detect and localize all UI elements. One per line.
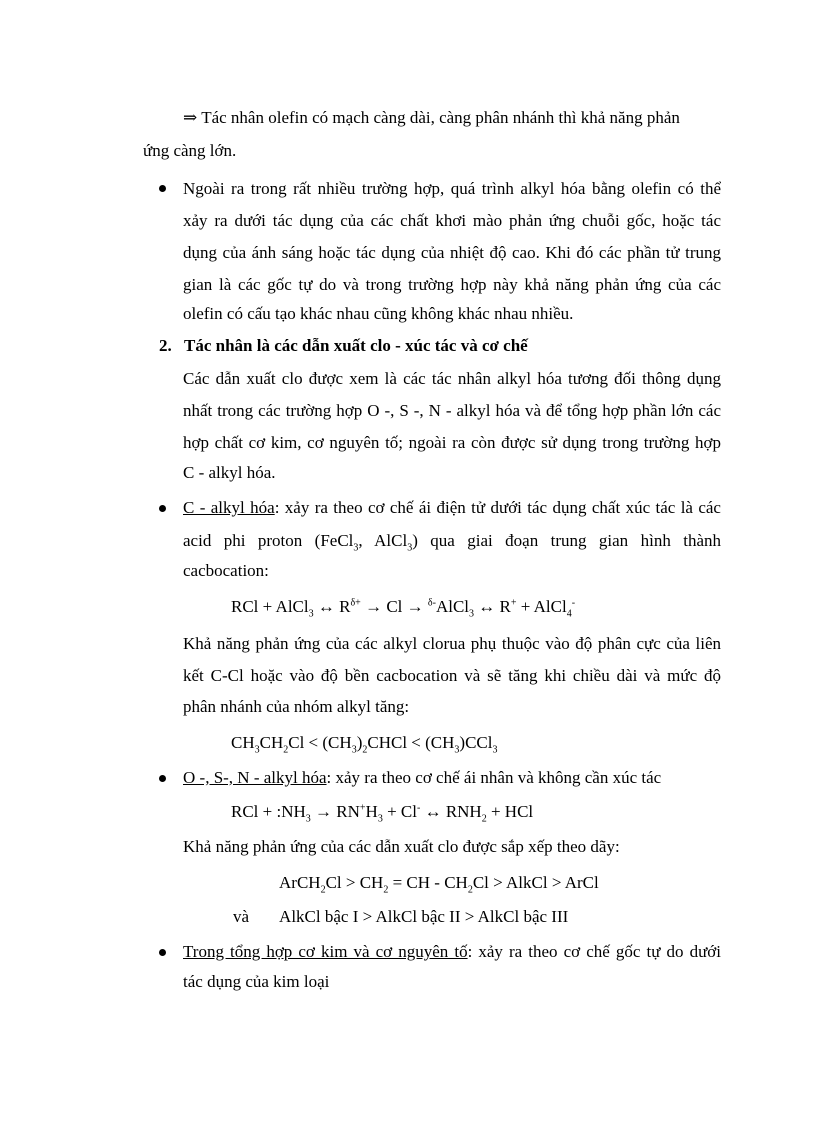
term-o-s-n-alkyl: O -, S-, N - alkyl hóa <box>183 768 327 787</box>
paragraph-line: nhất trong các trường hợp O -, S -, N - alkyl hóa và để tổng hợp phần lớn các <box>183 401 721 420</box>
section-heading <box>159 336 528 356</box>
equation-c-alkyl: RCl + AlCl$_3$ ↔ $R^{\delta+} \to Cl$ → $^{\delta-}$AlCl$_3$ ↔ R+ + AlCl$_4$- <box>231 597 576 620</box>
paragraph-line: C - alkyl hóa. <box>183 463 276 482</box>
bullet-icon <box>159 185 166 192</box>
bullet-icon <box>159 505 166 512</box>
term-organometallic: Trong tổng hợp cơ kim và cơ nguyên tố <box>183 942 468 961</box>
section-number: 2. <box>159 336 172 355</box>
equation-chloride-order: ArCH$_2$Cl > $CH_2$ = CH - $CH_2Cl$ > AlkCl > ArCl <box>279 873 599 896</box>
equation-nucleophilic: RCl + $:NH_3 \to RN^+H_3 + Cl^-$ ↔ $RNH_2$ + HCl <box>231 802 534 825</box>
paragraph-line: Khả năng phản ứng của các alkyl clorua phụ thuộc vào độ phân cực của liên <box>183 634 721 653</box>
section-title: Tác nhân là các dẫn xuất clo - xúc tác và cơ chế <box>184 336 528 355</box>
equation-alkyl-order: $CH_3CH_2Cl$ < $(CH_3)_2CHCl < (CH_3)CCl_3$ <box>231 733 498 756</box>
paragraph-line: ứng càng lớn. <box>143 141 237 160</box>
paragraph-line: Khả năng phản ứng của các dẫn xuất clo được sắp xếp theo dãy: <box>183 837 620 856</box>
list-item-line: gian là các gốc tự do và trong trường hợp này khả năng phản ứng của các <box>183 275 721 294</box>
implies-arrow: ⇒ <box>183 108 198 127</box>
list-item-line: Trong tổng hợp cơ kim và cơ nguyên tố: xảy ra theo cơ chế gốc tự do dưới <box>183 942 722 961</box>
term-c-alkyl: C - alkyl hóa <box>183 498 275 517</box>
list-item-line: olefin có cấu tạo khác nhau cũng không khác nhau nhiều. <box>183 304 574 323</box>
equation-alkcl-order: và AlkCl bậc I > AlkCl bậc II > AlkCl bậc III <box>233 907 569 926</box>
paragraph-line: phân nhánh của nhóm alkyl tăng: <box>183 697 410 716</box>
paragraph-line: hợp chất cơ kim, cơ nguyên tố; ngoài ra còn được sử dụng trong trường hợp <box>183 433 721 452</box>
bullet-icon <box>159 949 166 956</box>
list-item-line: xảy ra dưới tác dụng của các chất khơi mào phản ứng chuỗi gốc, hoặc tác <box>183 211 721 230</box>
list-item-line: acid phi proton (FeCl$_3$, AlCl$_3$) qua giai đoạn trung gian hình thành <box>183 531 722 554</box>
list-item-line: dụng của ánh sáng hoặc tác dụng của nhiệt độ cao. Khi đó các phần tử trung <box>183 243 721 262</box>
paragraph-line: kết C-Cl hoặc vào độ bền cacbocation và sẽ tăng khi chiều dài và mức độ <box>183 666 721 685</box>
list-item-line: O -, S-, N - alkyl hóa: xảy ra theo cơ chế ái nhân và không cần xúc tác <box>183 768 662 787</box>
bullet-icon <box>159 775 166 782</box>
paragraph-line: Các dẫn xuất clo được xem là các tác nhân alkyl hóa tương đối thông dụng <box>183 369 721 388</box>
list-item-line: Ngoài ra trong rất nhiều trường hợp, quá trình alkyl hóa bằng olefin có thể <box>183 179 721 198</box>
list-item-line: cacbocation: <box>183 561 269 580</box>
list-item-line: C - alkyl hóa: xảy ra theo cơ chế ái điện tử dưới tác dụng chất xúc tác là các <box>183 498 721 517</box>
list-item-line: tác dụng của kim loại <box>183 972 330 991</box>
paragraph-line: ⇒ Tác nhân olefin có mạch càng dài, càng phân nhánh thì khả năng phản <box>183 108 680 127</box>
